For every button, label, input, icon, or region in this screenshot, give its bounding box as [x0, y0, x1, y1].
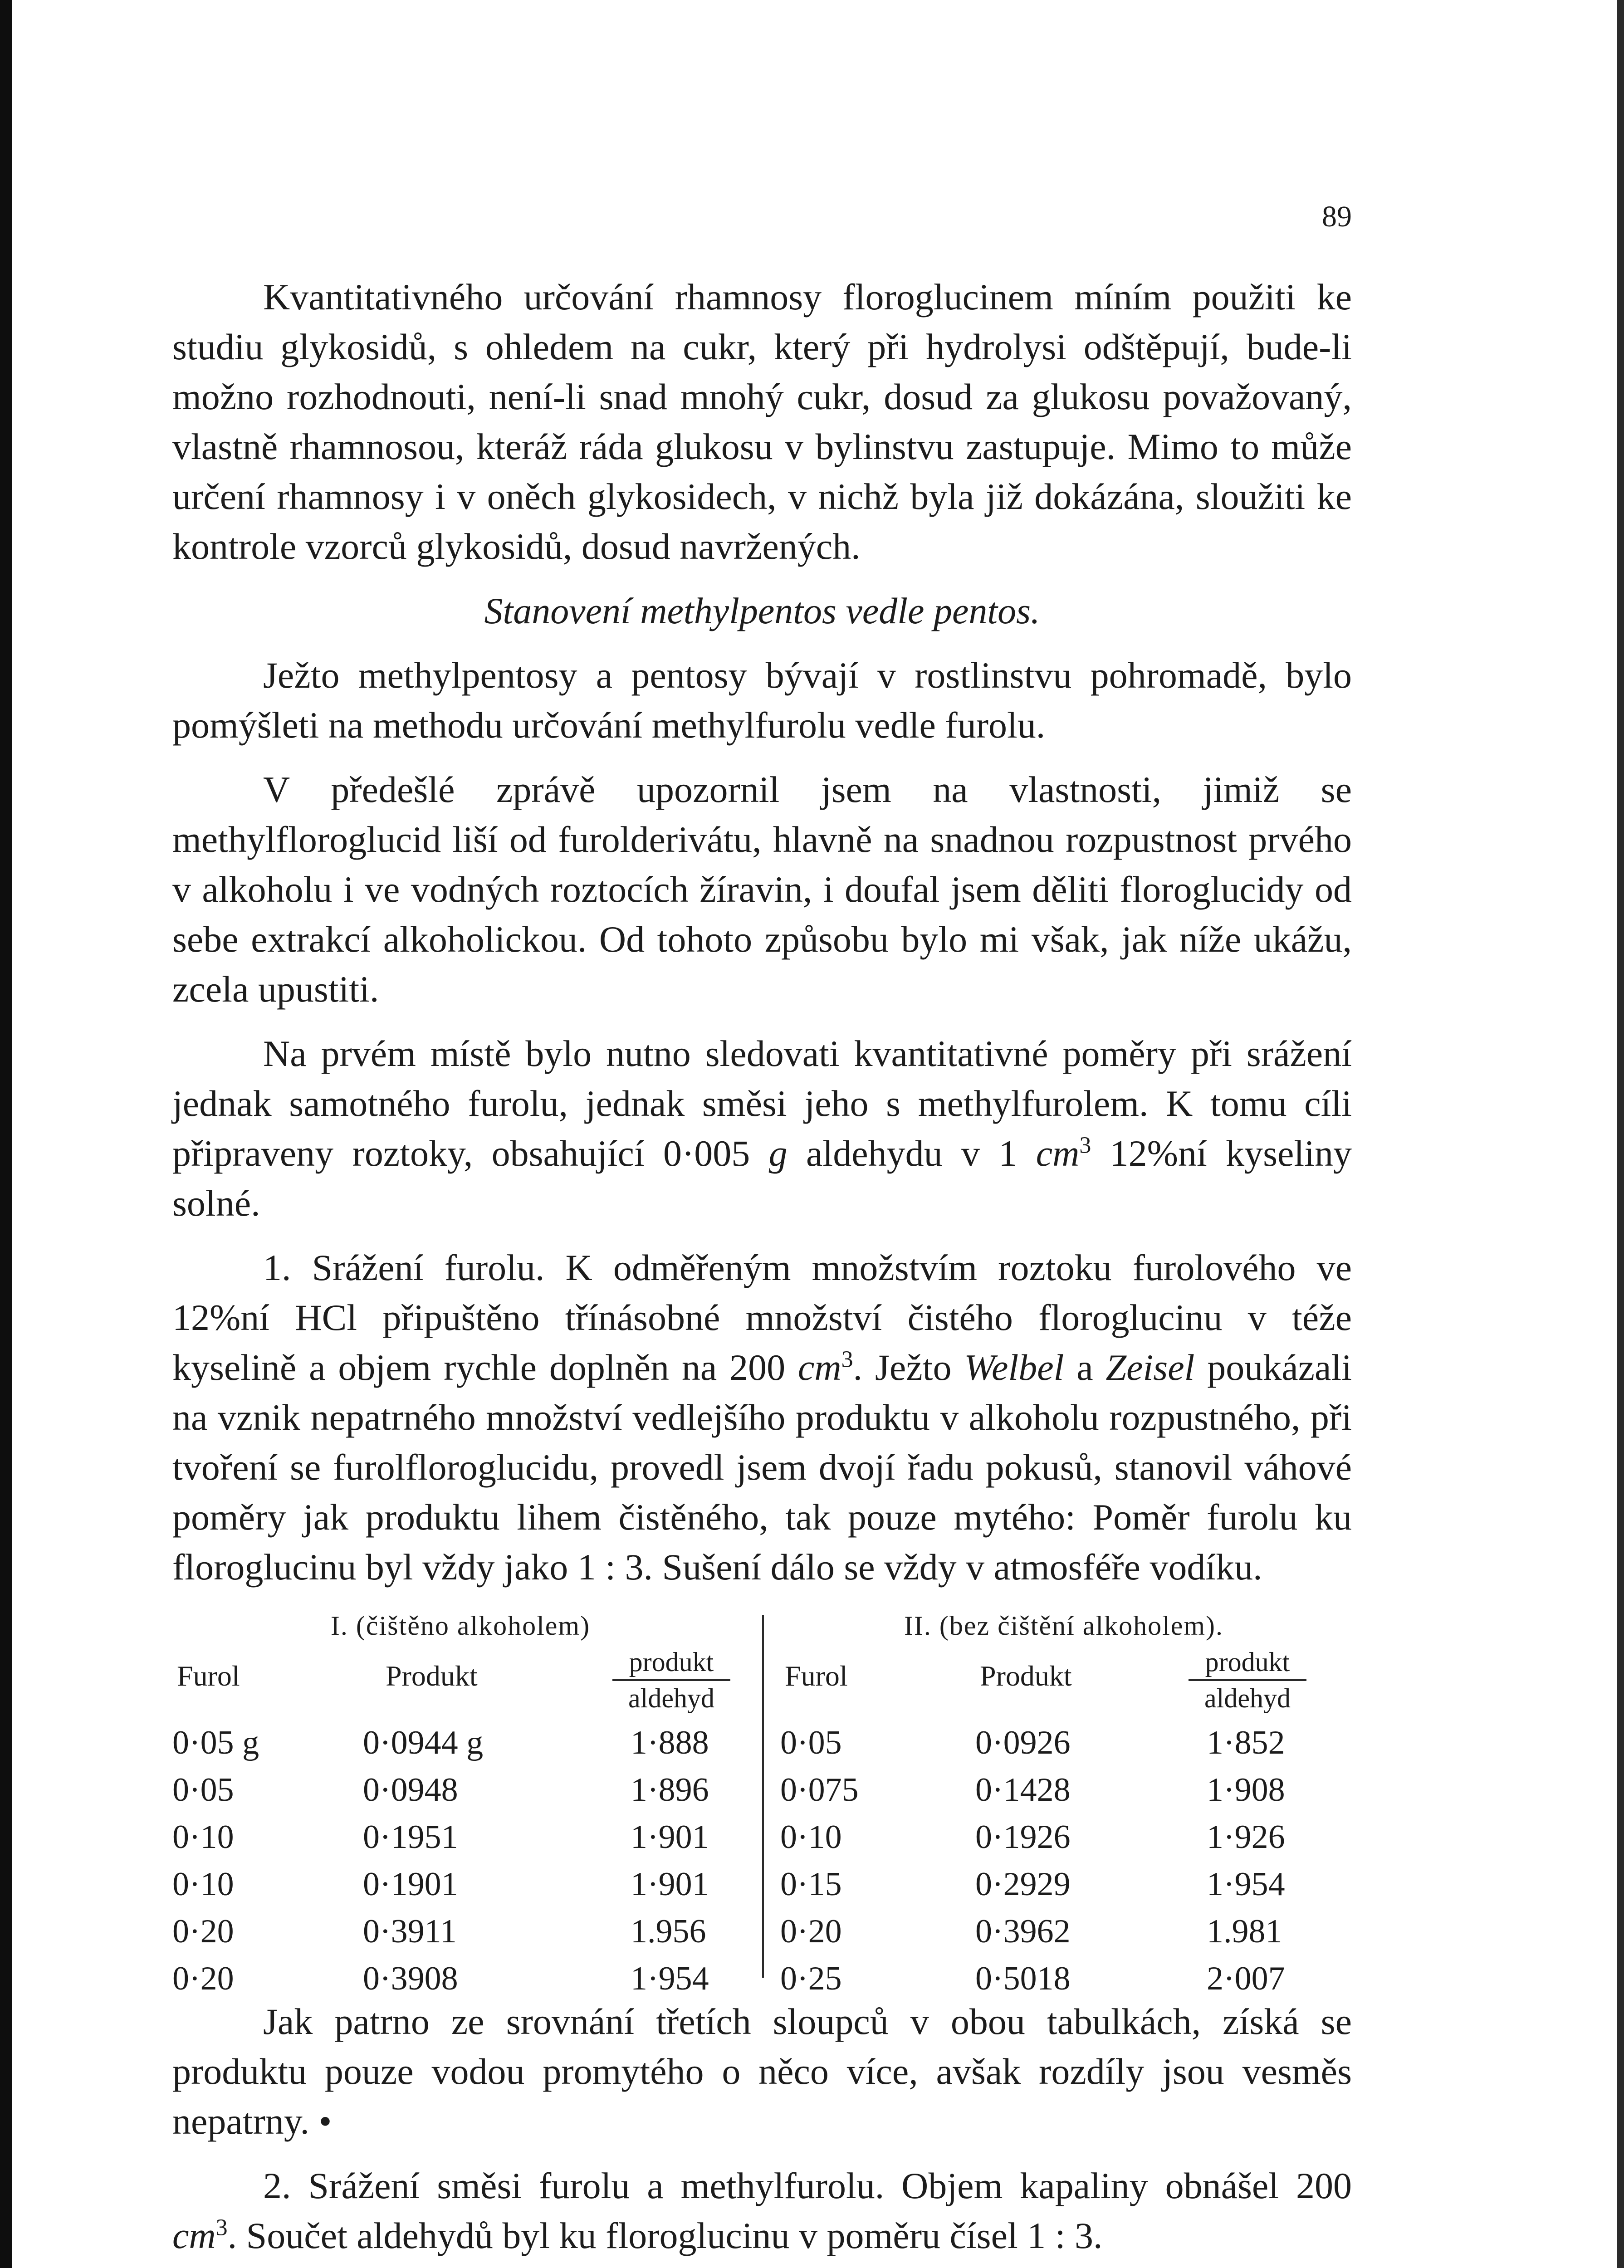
p7-text-b: . Součet aldehydů byl ku floroglucinu v poměru čísel 1 : 3. — [227, 2215, 1103, 2256]
cell-produkt: 0·2929 — [975, 1866, 1071, 1903]
table-unpurified — [776, 1610, 1352, 1997]
cell-ratio: 1·896 — [631, 1771, 709, 1809]
p7-unit-sup: 3 — [215, 2214, 228, 2241]
cell-produkt: 0·1428 — [975, 1771, 1071, 1809]
column-header-furol: Furol — [785, 1660, 848, 1692]
cell-furol: 0·05 g — [172, 1724, 259, 1761]
table-row — [776, 1813, 1352, 1861]
ratio-denominator: aldehyd — [628, 1683, 714, 1713]
p5-author-welbel: Welbel — [964, 1347, 1064, 1388]
cell-produkt: 0·0944 g — [363, 1724, 484, 1761]
p5-text-d: poukázali na vznik nepatrného množství vedlejšího produktu v alkoholu rozpustného, při tvoření se furolfloroglucidu, provedl jsem dvojí řadu pokusů, stanovil váhové poměry jak produktu lihem čistěného, tak pouze mytého: Poměr furolu ku floroglucinu byl vždy jako 1 : 3. Sušení dálo se vždy v atmosféře vodíku. — [172, 1347, 1352, 1588]
p7-text-a: 2. Srážení směsi furolu a methylfurolu. Objem kapaliny obnášel 200 — [263, 2165, 1352, 2206]
table-row — [776, 1766, 1352, 1813]
cell-ratio: 1·901 — [631, 1866, 709, 1903]
cell-furol: 0·25 — [780, 1960, 842, 1997]
table-title: I. (čištěno alkoholem) — [330, 1611, 591, 1641]
section-heading: Stanovení methylpentos vedle pentos. — [484, 590, 1040, 631]
cell-ratio: 1.981 — [1207, 1913, 1282, 1950]
cell-furol: 0·075 — [780, 1771, 859, 1809]
cell-produkt: 0·0926 — [975, 1724, 1071, 1761]
table-row — [776, 1861, 1352, 1908]
p5-author-zeisel: Zeisel — [1105, 1347, 1195, 1388]
scan-right-edge — [1617, 0, 1624, 2268]
table-row — [172, 1719, 748, 1766]
cell-produkt: 0·3911 — [363, 1913, 457, 1950]
p5-unit-cm: cm — [797, 1347, 841, 1388]
cell-furol: 0·20 — [172, 1960, 234, 1997]
p4-text-c: 12%ní kyseliny solné. — [172, 1133, 1352, 1224]
cell-furol: 0·15 — [780, 1866, 842, 1903]
table-row — [172, 1861, 748, 1908]
paragraph-furol-precipitation — [172, 1243, 1352, 1592]
cell-furol: 0·10 — [172, 1818, 234, 1856]
p5-text-b: . Ježto — [853, 1347, 964, 1388]
cell-furol: 0·20 — [172, 1913, 234, 1950]
table-divider — [762, 1615, 764, 1978]
ratio-numerator: produkt — [612, 1646, 730, 1681]
table-title: II. (bez čištění alkoholem). — [904, 1611, 1224, 1641]
paragraph-previous-report: V předešlé zprávě upozornil jsem na vlastnosti, jimiž se methylfloroglucid liší od furolderivátu, hlavně na snadnou rozpustnost prvého v alkoholu i ve vodných roztocích žíravin, i doufal jsem děliti floroglucidy od sebe extrakcí alkoholickou. Od tohoto způsobu bylo mi však, jak níže ukážu, zcela upustiti. — [172, 769, 1352, 1010]
results-tables — [172, 1610, 1352, 1997]
cell-ratio: 1·908 — [1207, 1771, 1285, 1809]
cell-ratio: 2·007 — [1207, 1960, 1285, 1997]
cell-produkt: 0·3908 — [363, 1960, 458, 1997]
column-header-produkt: Produkt — [980, 1660, 1072, 1692]
p6-text: Jak patrno ze srovnání třetích sloupců v obou tabulkách, získá se produktu pouze vodou promytého o něco více, avšak rozdíly jsou vesměs nepatrny. — [172, 2001, 1352, 2142]
cell-ratio: 1·901 — [631, 1818, 709, 1856]
cell-furol: 0·20 — [780, 1913, 842, 1950]
p4-unit-cm: cm — [1036, 1133, 1080, 1174]
scan-left-edge — [0, 0, 12, 2268]
table-purified — [172, 1610, 748, 1997]
cell-produkt: 0·0948 — [363, 1771, 458, 1809]
p5-unit-sup: 3 — [841, 1346, 853, 1373]
column-header-ratio — [1189, 1646, 1306, 1715]
paragraph-methylpentoses: Ježto methylpentosy a pentosy bývají v rostlinstvu pohromadě, bylo pomýšleti na methodu určování methylfurolu vedle furolu. — [172, 655, 1352, 746]
p5-text-c: a — [1064, 1347, 1106, 1388]
cell-produkt: 0·3962 — [975, 1913, 1071, 1950]
p4-unit-sup: 3 — [1079, 1132, 1091, 1158]
cell-ratio: 1.956 — [631, 1913, 706, 1950]
cell-furol: 0·10 — [172, 1866, 234, 1903]
cell-furol: 0·05 — [780, 1724, 842, 1761]
ratio-denominator: aldehyd — [1204, 1683, 1291, 1713]
table-row — [172, 1813, 748, 1861]
table-row — [776, 1935, 1352, 1997]
cell-furol: 0·05 — [172, 1771, 234, 1809]
column-header-ratio — [612, 1646, 730, 1715]
p4-text-b: aldehydu v 1 — [787, 1133, 1036, 1174]
page-number: 89 — [1322, 200, 1352, 233]
cell-furol: 0·10 — [780, 1818, 842, 1856]
paragraph-quantitative — [172, 1029, 1352, 1228]
paragraph-rhamnose-intro: Kvantitativného určování rhamnosy floroglucinem míním použiti ke studiu glykosidů, s ohledem na cukr, který při hydrolysi odštěpují, bude-li možno rozhodnouti, není-li snad mnohý cukr, dosud za glukosu považovaný, vlastně rhamnosou, kteráž ráda glukosu v bylinstvu zastupuje. Mimo to může určení rhamnosy i v oněch glykosidech, v nichž byla již dokázána, sloužiti ke kontrole vzorců glykosidů, dosud navržených. — [172, 276, 1352, 567]
table-row — [172, 1935, 748, 1997]
p4-text-a: Na prvém místě bylo nutno sledovati kvantitativné poměry při srážení jednak samotného furolu, jednak směsi jeho s methylfurolem. K tomu cíli připraveny roztoky, obsahující 0·005 — [172, 1033, 1352, 1174]
p5-text-a: 1. Srážení furolu. K odměřeným množstvím roztoku furolového ve 12%ní HCl připuštěno třínásobné množství čistého floroglucinu v téže kyselině a objem rychle doplněn na 200 — [172, 1247, 1352, 1388]
cell-ratio: 1·954 — [1207, 1866, 1285, 1903]
table-row — [172, 1766, 748, 1813]
cell-produkt: 0·1901 — [363, 1866, 458, 1903]
cell-produkt: 0·5018 — [975, 1960, 1071, 1997]
ratio-numerator: produkt — [1189, 1646, 1306, 1681]
column-header-furol: Furol — [177, 1660, 240, 1692]
cell-produkt: 0·1926 — [975, 1818, 1071, 1856]
paragraph-comparison — [172, 1997, 1352, 2146]
cell-ratio: 1·852 — [1207, 1724, 1285, 1761]
paragraph-mixture-precipitation — [172, 2161, 1352, 2261]
cell-produkt: 0·1951 — [363, 1818, 458, 1856]
p7-unit-cm: cm — [172, 2215, 216, 2256]
margin-dot: • — [318, 2101, 332, 2142]
table-row — [776, 1719, 1352, 1766]
cell-ratio: 1·954 — [631, 1960, 709, 1997]
cell-ratio: 1·888 — [631, 1724, 709, 1761]
p4-unit-g: g — [768, 1133, 788, 1174]
column-header-produkt: Produkt — [386, 1660, 478, 1692]
page-content — [172, 272, 1352, 2261]
cell-ratio: 1·926 — [1207, 1818, 1285, 1856]
